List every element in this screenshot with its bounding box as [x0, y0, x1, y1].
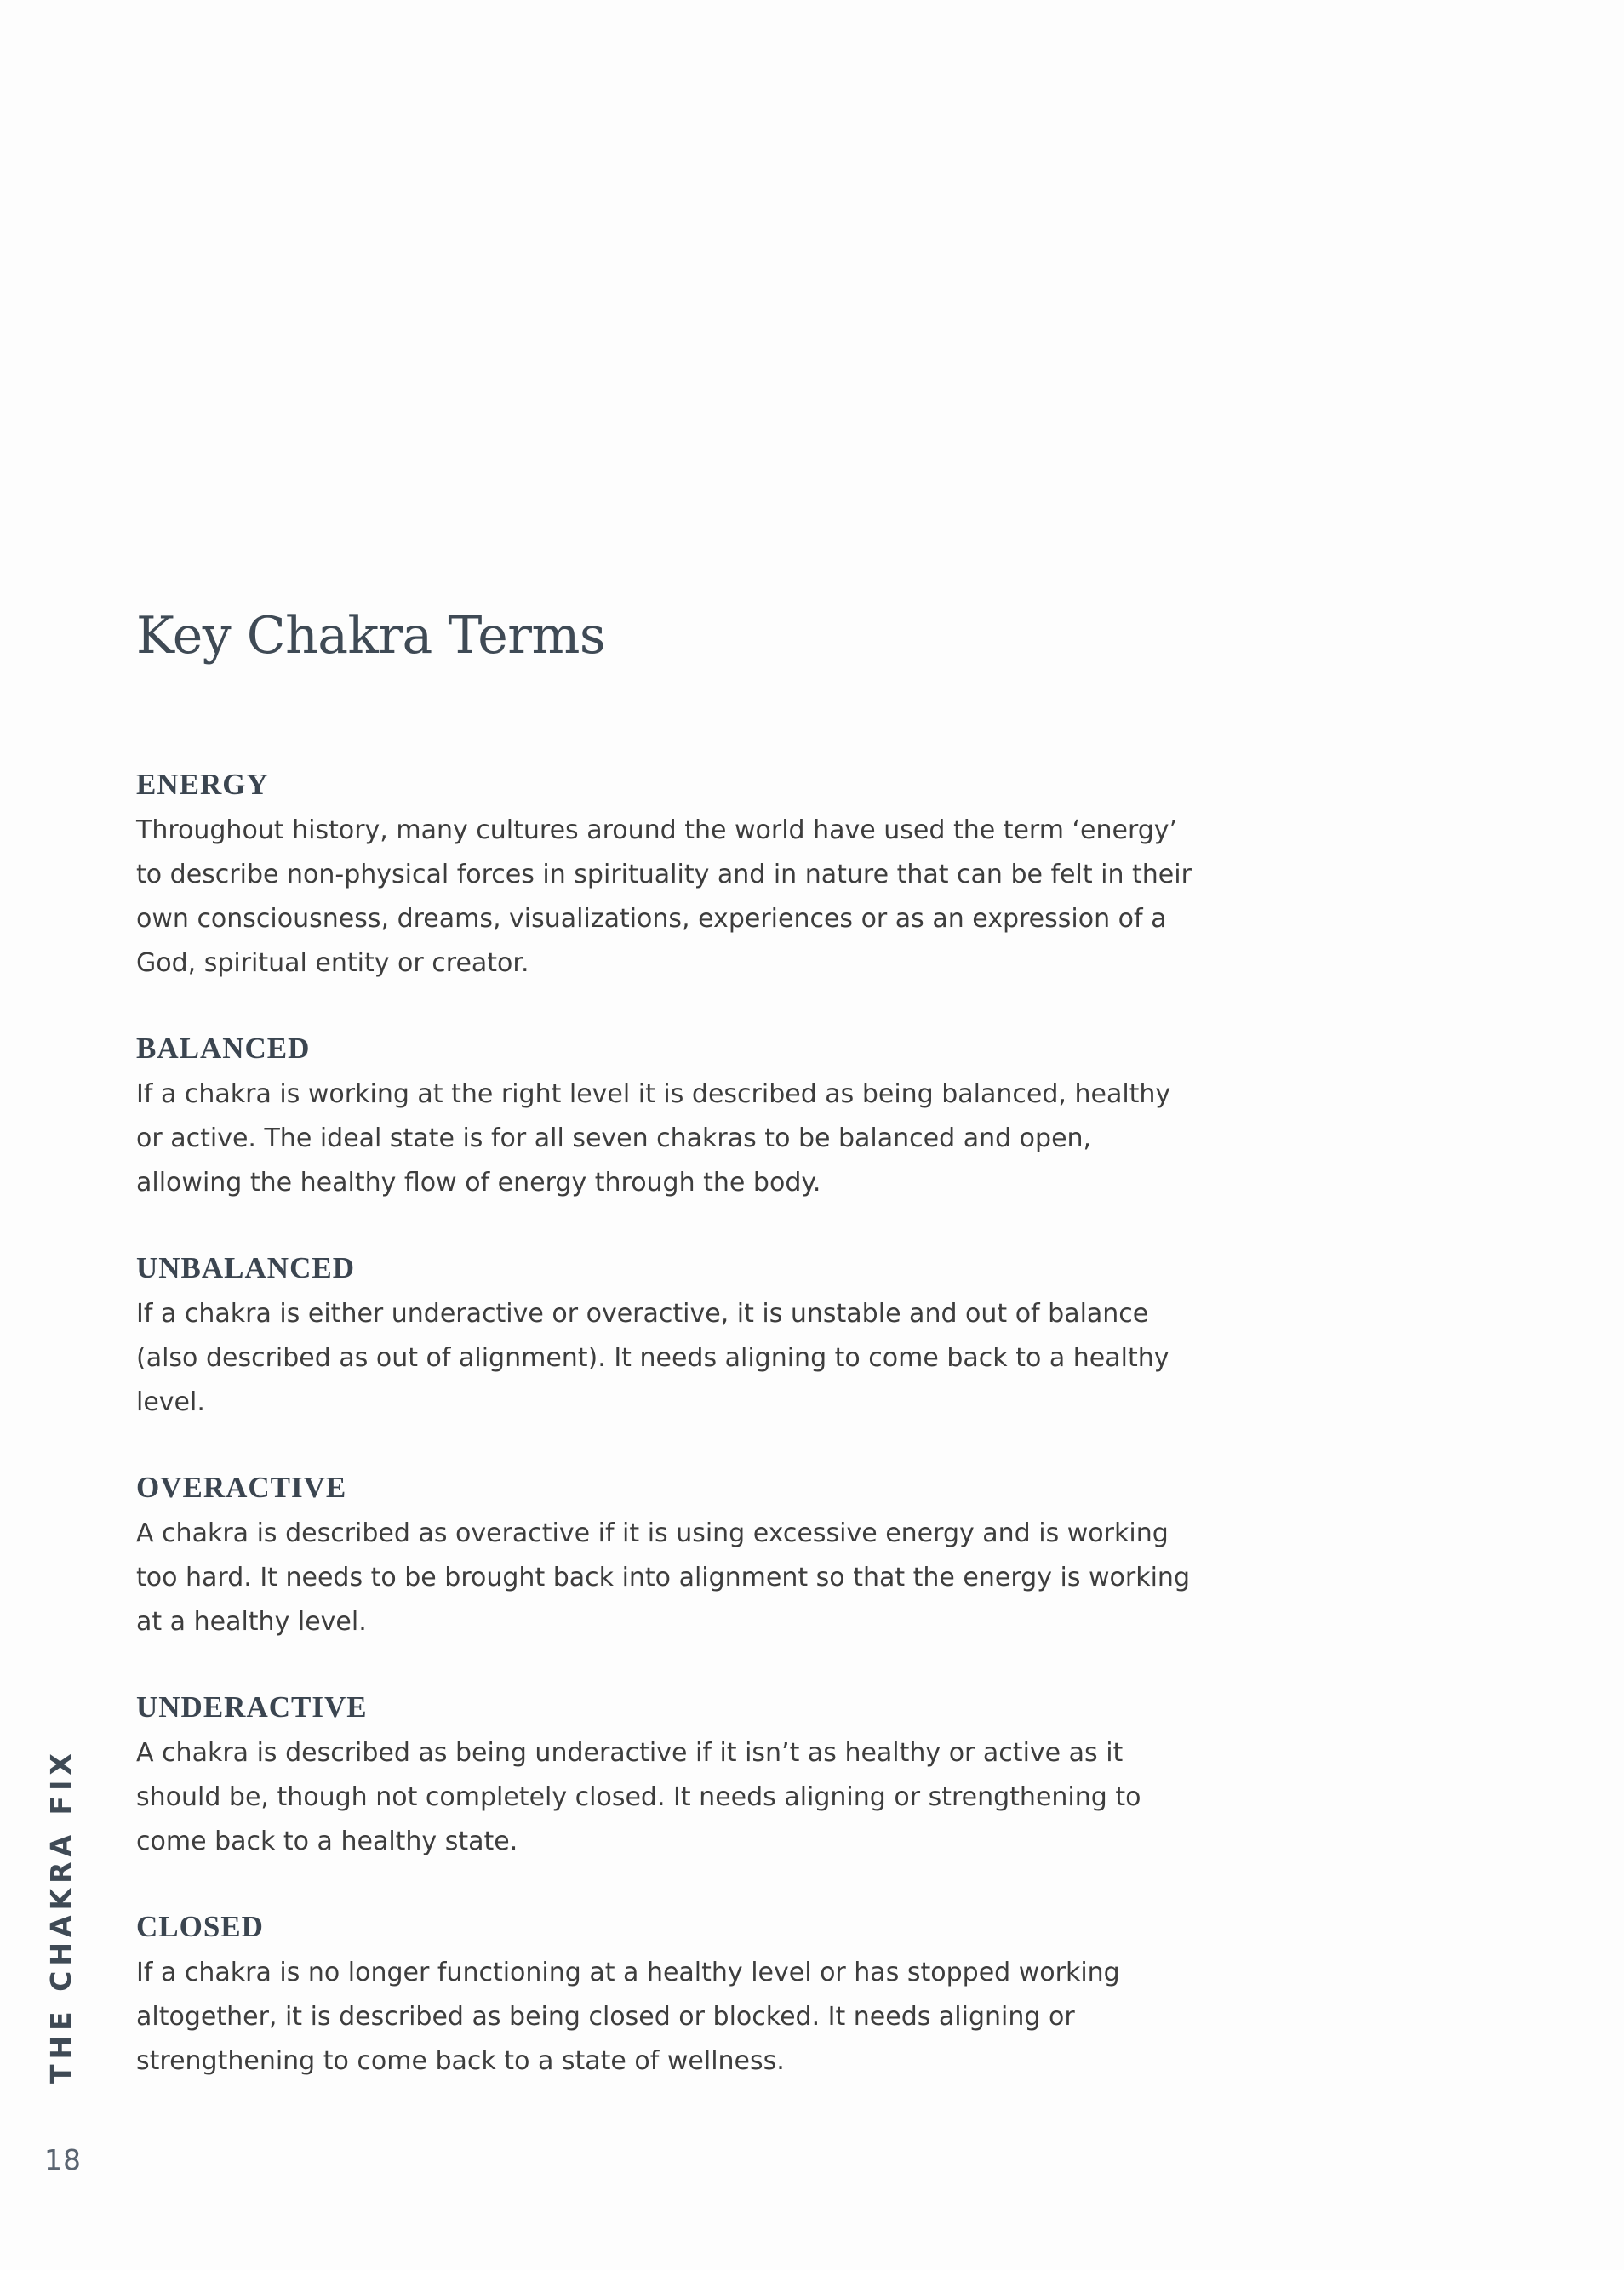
term-description: If a chakra is working at the right level it is described as being balanced, healthy or active. The ideal state is for all seven chakras to be balanced and open, allowing the healthy flow of energy through the body.: [136, 1079, 1171, 1198]
term-underactive: [136, 1687, 1192, 1864]
term-description: A chakra is described as being underactive if it isn’t as healthy or active as it should be, though not completely closed. It needs aligning or strengthening to come back to a healthy state.: [136, 1738, 1141, 1856]
term-description: Throughout history, many cultures around the world have used the term ‘energy’ to describe non-physical forces in spirituality and in nature that can be felt in their own consciousness, dreams, visualizations, experiences or as an expression of a God, spiritual entity or creator.: [136, 815, 1192, 978]
terms-list: [136, 764, 1192, 2126]
term-overactive: [136, 1467, 1192, 1644]
running-title: THE CHAKRA FIX: [44, 1748, 77, 2084]
page-title: Key Chakra Terms: [136, 606, 606, 666]
term-closed: [136, 1907, 1192, 2084]
term-heading: BALANCED: [136, 1032, 311, 1065]
term-heading: OVERACTIVE: [136, 1471, 347, 1504]
term-heading: UNBALANCED: [136, 1251, 355, 1284]
term-description: If a chakra is no longer functioning at a healthy level or has stopped working altogether, it is described as being closed or blocked. It needs aligning or strengthening to come back to a state of wellness.: [136, 1958, 1120, 2076]
term-description: If a chakra is either underactive or overactive, it is unstable and out of balance (also described as out of alignment). It needs aligning to come back to a healthy level.: [136, 1299, 1169, 1417]
term-heading: CLOSED: [136, 1910, 264, 1943]
term-description: A chakra is described as overactive if it is using excessive energy and is working too hard. It needs to be brought back into alignment so that the energy is working at a healthy level.: [136, 1518, 1190, 1637]
term-energy: [136, 764, 1192, 986]
term-unbalanced: [136, 1248, 1192, 1425]
term-balanced: [136, 1028, 1192, 1205]
term-heading: UNDERACTIVE: [136, 1690, 368, 1724]
term-heading: ENERGY: [136, 768, 269, 801]
page-number: 18: [44, 2143, 82, 2176]
